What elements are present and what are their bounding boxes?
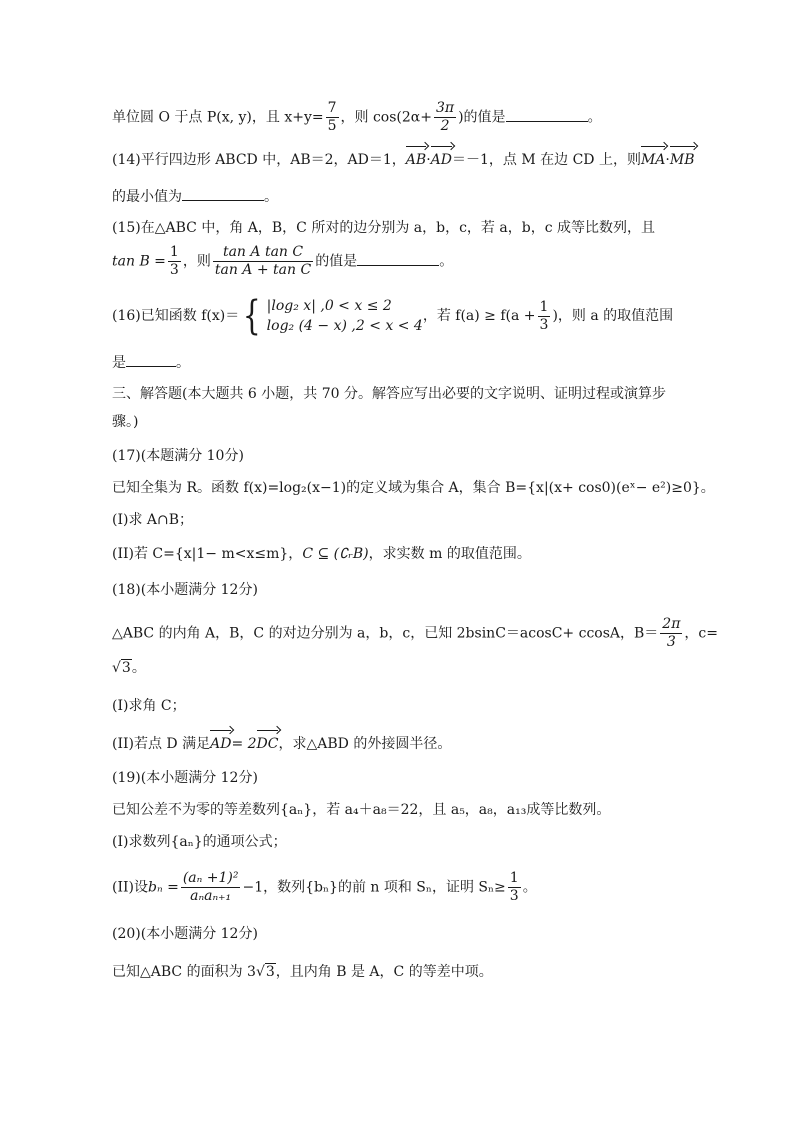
case-2: log₂ (4 − x) ,2 < x < 4 [266,318,423,334]
text: 已知△ABC 的面积为 3 [112,964,256,980]
text: (17)(本题满分 10分) [112,448,244,464]
text: (I)求角 C； [112,698,186,714]
section-3-heading [112,384,694,404]
q14-line-2 [112,186,694,207]
q17-part-i [112,510,694,530]
q20-title [112,924,694,944]
text: ，求△ABD 的外接圆半径。 [278,736,452,752]
piecewise [239,293,423,339]
q18-part-i [112,696,694,716]
text: 。 [131,660,146,676]
denominator: 3 [539,316,549,333]
dot: · [426,152,431,168]
radicand: 3 [121,660,131,676]
text: )的值是 [458,109,506,126]
text: 三、解答题(本大题共 6 小题，共 70 分。解答应写出必要的文字说明、证明过程或演算步 [112,386,666,402]
answer-blank [506,107,588,122]
text: 。 [522,879,537,896]
section-3-heading-2 [112,412,694,432]
q17-part-ii [112,544,694,564]
answer-blank [357,251,439,266]
case-1: |log₂ x| ,0 < x ≤ 2 [266,298,392,314]
text: )，则 a 的取值范围 [552,308,674,324]
text: (20)(本小题满分 12分) [112,926,258,942]
q19-part-ii [112,870,694,905]
denominator: 3 [666,634,676,650]
answer-blank [126,352,176,367]
text: ，则 cos(2α+ [340,109,432,126]
sqrt: √3 [255,964,275,980]
text: (II)设 [112,879,148,896]
text: ，求实数 m 的取值范围。 [368,546,531,562]
text: (I)求 A∩B； [112,512,194,528]
text: 骤。) [112,414,139,430]
dot: · [665,152,670,168]
denominator: 3 [169,262,179,278]
text: ，则 [182,253,211,270]
numerator: 3π [435,100,455,116]
text: (15)在△ABC 中，角 A，B，C 所对的边分别为 a，b，c，若 a，b，c 成等比数列，且 [112,220,655,236]
text: ，若 f(a) ≥ f(a + [422,308,536,324]
denominator: 2 [440,118,450,134]
answer-blank [182,186,264,201]
fraction [213,244,313,279]
text: (II)若 C={x|1− m<x≤m}， [112,546,303,562]
text: 是 [112,355,126,371]
vector-ma: MA [640,152,666,168]
text: 已知公差不为零的等差数列{aₙ}，若 a₄＋a₈＝22，且 a₅，a₈，a₁₃成等比数列。 [112,802,611,818]
text: (16)已知函数 f(x)＝ [112,308,240,324]
fraction [434,100,456,135]
text: 。 [264,189,278,205]
text: 单位圆 O 于点 P(x, y)，且 x+y= [112,109,324,126]
q19-title [112,768,694,788]
q19-part-i [112,832,694,852]
text: △ABC 的内角 A，B，C 的对边分别为 a，b，c，已知 2bsinC＝acosC+ ccosA，B＝ [112,625,659,642]
text: ，c= [684,625,718,642]
q18-stem [112,616,718,651]
fraction [660,616,682,651]
q16-line [112,293,694,339]
q19-stem [112,800,694,820]
text: 。 [176,355,190,371]
q17-title [112,446,694,466]
q18-stem-2 [112,658,694,678]
text: (14)平行四边形 ABCD 中，AB＝2，AD＝1， [112,152,406,168]
text: (19)(本小题满分 12分) [112,770,258,786]
fraction [168,244,181,279]
numerator: 1 [169,244,179,260]
vector-ad: AD [430,152,452,168]
denominator: 5 [327,118,337,134]
text: −1，数列{bₙ}的前 n 项和 Sₙ，证明 Sₙ≥ [242,879,506,896]
text: 的最小值为 [112,189,182,205]
fraction [326,100,339,135]
q17-stem [112,478,715,498]
subset-expression: C ⊆ (∁ᵣB) [302,546,369,562]
equals: = 2 [231,736,257,752]
q16-line-2 [112,352,694,373]
numerator: 1 [539,298,549,315]
q13-line [112,100,694,135]
q15-line-2 [112,244,694,279]
radicand: 3 [265,964,275,980]
vector-ab: AB [405,152,427,168]
numerator: (aₙ +1)² [182,870,239,886]
denominator: 3 [509,888,519,904]
text: (II)若点 D 满足 [112,736,211,752]
text: tan B = [112,253,166,270]
text: (I)求数列{aₙ}的通项公式； [112,834,287,850]
brace: { [243,293,261,339]
numerator: 7 [327,100,337,116]
denominator: aₙaₙ₊₁ [190,888,232,904]
sqrt: √3 [112,660,131,676]
text: 的值是 [315,253,358,270]
q18-part-ii [112,734,694,754]
numerator: 2π [662,616,681,632]
fraction [181,870,241,905]
text: 。 [439,253,454,270]
fraction [508,870,521,905]
q14-line [112,150,694,170]
q18-title [112,580,694,600]
numerator: 1 [509,870,519,886]
denominator: tan A + tan C [214,262,312,278]
cases [267,296,423,336]
text: 。 [587,109,602,126]
text: 已知全集为 R。函数 f(x)=log₂(x−1)的定义域为集合 A，集合 B={x|(x+ cos0)(eˣ− e²)≥0}。 [112,480,715,496]
bn-label: bₙ = [147,879,179,896]
q20-stem [112,962,694,982]
q15-line [112,218,694,238]
vector-ad: AD [210,736,232,752]
text: ，且内角 B 是 A，C 的等差中项。 [275,964,493,980]
text: ＝－1，点 M 在边 CD 上，则 [451,152,641,168]
fraction [538,299,551,334]
text: (18)(本小题满分 12分) [112,582,258,598]
numerator: tan A tan C [213,244,313,262]
vector-mb: MB [669,152,695,168]
vector-dc: DC [256,736,279,752]
